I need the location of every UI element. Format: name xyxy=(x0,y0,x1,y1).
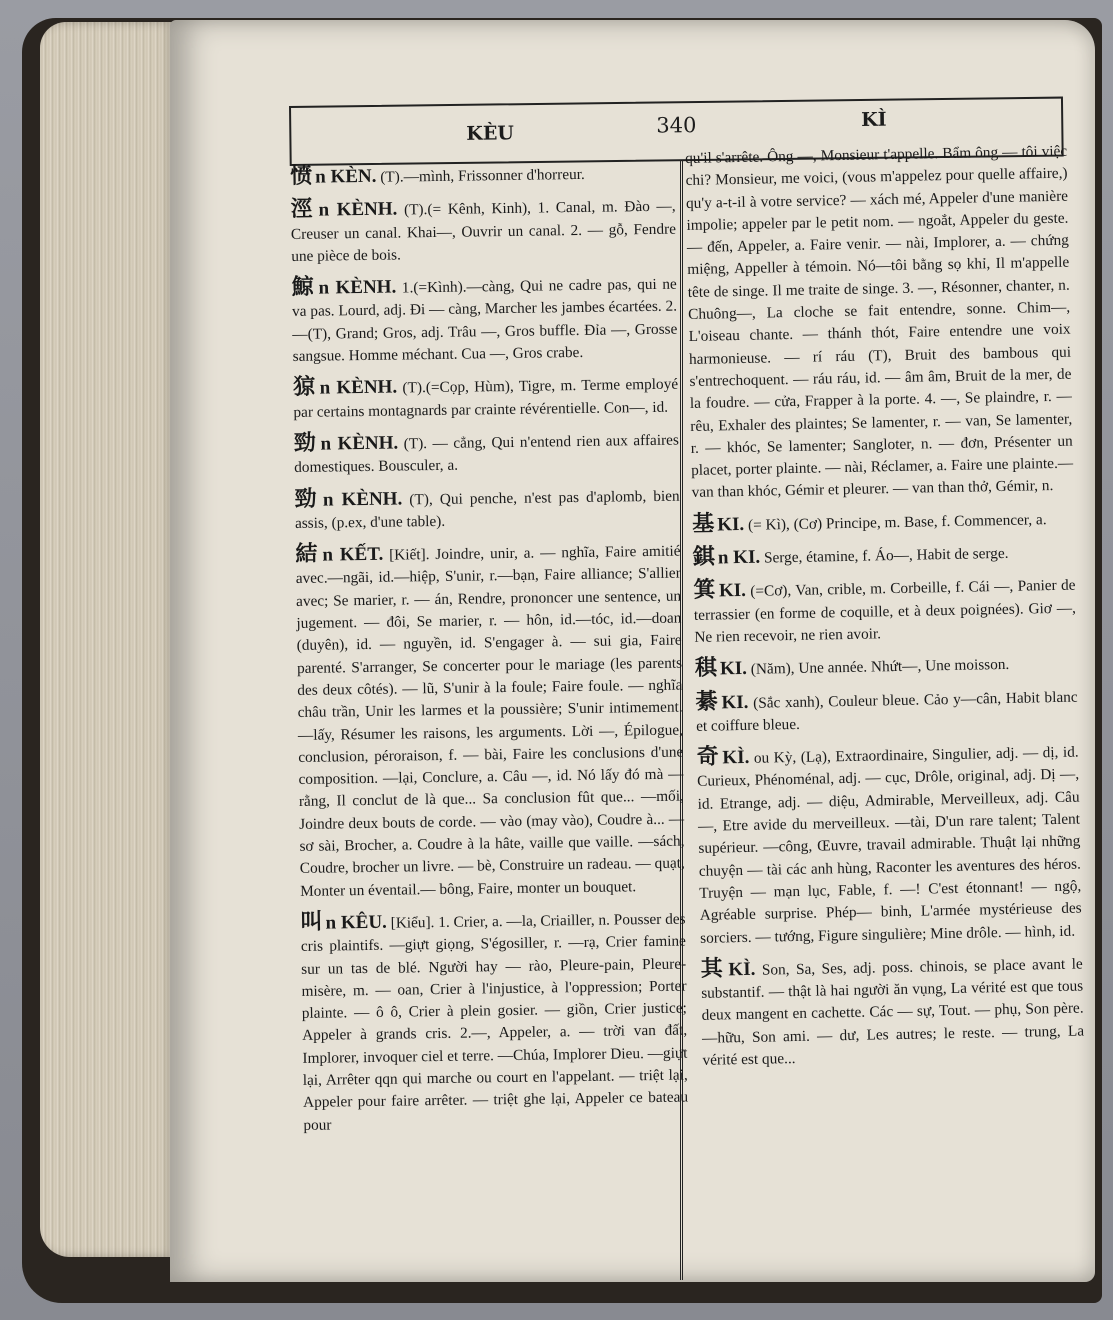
entry-char: 基 xyxy=(691,510,715,536)
entry-char: 稘 xyxy=(694,654,718,681)
entry-text: Son, Sa, Ses, adj. poss. chinois, se place avant le substantif. — thật là hai người ăn vụng, La vérité est que tous deux mangent en cachette. Các — sự, Tout. — phụ, Son père. —hữu, Son ami. — dư, Les autres; le reste. — trung, La vérité est que... xyxy=(701,955,1085,1069)
entry-kenh-4 xyxy=(294,427,680,480)
entry-text: 1.(=Kình).—càng, Qui ne cadre pas, qui ne va pas. Lourd, adj. Đi — càng, Marcher les jambes écartées. 2. —(T), Grand; Gros, adj. Trâu —, Gros buffle. Đỉa —, Grosse sangsue. Homme méchant. Cua —, Gros crabe. xyxy=(291,275,678,366)
right-column xyxy=(685,141,1085,1080)
entry-kenh-3 xyxy=(293,371,679,424)
entry-ki-2 xyxy=(693,539,1075,572)
entry-text: Serge, étamine, f. Áo—, Habit de serge. xyxy=(763,544,1009,567)
page-edges xyxy=(40,22,175,1257)
entry-ken xyxy=(290,160,675,191)
entry-char: 愤 xyxy=(289,162,313,188)
entry-headword: KÌ. xyxy=(722,747,750,769)
entry-text: (= Kì), (Cơ) Principe, m. Base, f. Commencer, a. xyxy=(747,510,1047,534)
page-number: 340 xyxy=(656,113,697,138)
entry-char: 箕 xyxy=(693,576,717,603)
header-left-word: KÈU xyxy=(466,122,515,145)
entry-text: (Năm), Une année. Nhứt—, Une moisson. xyxy=(750,656,1010,679)
entry-headword: KI. xyxy=(717,513,745,536)
entry-ki-3 xyxy=(693,572,1076,649)
entry-headword: KÌ. xyxy=(728,958,756,981)
entry-text: (=Cơ), Van, crible, m. Corbeille, f. Cái —, Panier de terrassier (en forme de coquille, et à deux poignées). Giơ —, Ne rien recevoir, ne rien avoir. xyxy=(693,576,1077,646)
entry-ki-6 xyxy=(696,739,1082,950)
entry-text: [Kiết]. Joindre, unir, a. — nghĩa, Faire amitié avec.—ngãi, id.—hiệp, S'unir, r.—bạn, Faire alliance; S'allier avec; Se marier, r. — án, Rendre, prononcer une sentence, un jugement. — đôi, Se marier, r. — hôn, id.—tóc, id.—doan (duyên), id. — nguyền, id. S'engager à. — sui gia, Faire parenté. S'arranger, Se concerter pour le mariage (les parents des deux côtés). — lũ, S'unir à la foule; Faire foule. — nghĩa châu trần, Unir les larmes et la poussière; S'unir intimement. —lấy, Résumer les raisons, les arguments. Lời —, Épilogue, conclusion, péroraison, f. — bài, Faire les conclusions d'une composition. —lại, Conclure, a. Câu —, id. Nó lấy đó mà —rằng, Il conclut de là que... Sa conclusion fût que... —mối, Joindre deux bouts de corde. — vào (may vào), Coudre à... —sơ sài, Brocher, a. Coudre à la hâte, vaille que vaille. —sách, Coudre, brocher un livre. — bè, Construire un radeau. — quạt, Monter un éventail.— bông, Faire, monter un bouquet. xyxy=(295,542,685,900)
entry-headword: KI. xyxy=(719,658,748,680)
entry-text: (T).(=Cọp, Hùm), Tigre, m. Terme employé par certains montagnards par crainte révérentielle. Con—, id. xyxy=(293,375,679,421)
entry-ki-1 xyxy=(692,505,1074,538)
entry-text: (T). — cẳng, Qui n'entend rien aux affaires domestiques. Bousculer, a. xyxy=(294,431,679,477)
entry-char: 勁 xyxy=(293,429,318,455)
entry-kenh-2 xyxy=(292,271,678,369)
entry-char: 奇 xyxy=(696,743,720,770)
entry-ki-5 xyxy=(695,683,1078,738)
entry-headword: n KÈNH. xyxy=(318,276,397,299)
entry-char: 結 xyxy=(295,540,320,567)
entry-text: ou Kỳ, (Lạ), Extraordinaire, Singulier, adj. — dị, id. Curieux, Phénoménal, adj. — cục, Drôle, original, adj. Dị —, id. Etrange, adj. — diệu, Admirable, Merveilleux, adj. Câu —, Etre avide du merveilleux. —tài, D'un rare talent; Talent supérieur. —công, Œuvre, travail admirable. Thuật lại những chuyện — tài các anh hùng, Raconter les aventures des héros. Truyện — mạn lục, Fable, f. —! C'est étonnant! — ngộ, Agréable surprise. Phép— binh, L'armée mystérieuse des sorciers. — tướng, Figure singulière; Mine drôle. — hình, id. xyxy=(697,743,1082,947)
entry-char: 涇 xyxy=(290,195,316,222)
entry-keu-continued xyxy=(685,141,1074,505)
entry-ket xyxy=(295,538,685,903)
entry-char: 叫 xyxy=(300,908,323,934)
header-right-word: KÌ xyxy=(861,108,887,132)
entry-headword: n KẾT. xyxy=(322,543,384,566)
entry-char: 綦 xyxy=(695,687,719,714)
entry-keu xyxy=(300,905,688,1136)
entry-text: (T), Qui penche, n'est pas d'aplomb, bien assis, (p.ex, d'une table). xyxy=(294,487,680,532)
entry-text: (Sắc xanh), Couleur bleue. Cảo y—cân, Habit blanc et coiffure bleue. xyxy=(695,688,1078,735)
entry-char: 錤 xyxy=(692,543,716,569)
entry-text: (T).—mình, Frissonner d'horreur. xyxy=(380,165,585,186)
entry-headword: n KÈNH. xyxy=(318,198,398,221)
entry-char: 猄 xyxy=(292,374,317,400)
entry-char: 鯨 xyxy=(291,273,316,300)
entry-text: [Kiểu]. 1. Crier, a. —la, Criailler, n. Pousser des cris plaintifs. —giựt giọng, S'égosiller, r. —rạ, Crier famine sur un tas de blé. Người hay — rào, Pleure-pain, Pleure-misère, m. — oan, Crier à l'injustice, à l'oppression; Porter plainte. — ô ô, Crier à plein gosier. — giồn, Crier justice; Appeler à grands cris. 2.—, Appeler, a. — trời van đất, Implorer, invoquer ciel et terre. —Chúa, Implorer Dieu. —giựt lại, Arrêter qqn qui marche ou court en l'appelant. — triệt lại, Appeler pour faire arrêter. — triệt ghe lại, Appeler ce bateau pour xyxy=(300,910,689,1134)
entry-headword: KI. xyxy=(718,580,747,602)
entry-headword: n KÈN. xyxy=(315,165,377,188)
entry-headword: n KI. xyxy=(717,546,761,569)
left-column xyxy=(290,160,689,1145)
entry-headword: n KÊU. xyxy=(325,911,387,934)
entry-text: (T).(= Kênh, Kinh), 1. Canal, m. Đào —, Creuser un canal. Khai—, Ouvrir un canal. 2. — gỗ, Fendre une pièce de bois. xyxy=(290,197,677,265)
entry-headword: KI. xyxy=(721,691,749,713)
entry-char: 其 xyxy=(700,955,726,981)
entry-kenh-5 xyxy=(295,482,681,535)
entry-headword: n KÈNH. xyxy=(322,488,403,511)
entry-ki-4 xyxy=(695,650,1077,683)
entry-ki-7 xyxy=(701,950,1085,1072)
entry-text: qu'il s'arrête. Ông —, Monsieur t'appelle. Bẩm ông — tôi việc chi? Monsieur, me voici, (vous m'appelez pour quelle affaire,) qu'y a-t-il à votre service? — xách mé, Appeler d'une manière impolie; appeler par le petit nom. — ngoắt, Appeler du geste. — đến, Appeler, a. Faire venir. — nài, Implorer, a. — chứng miệng, Appeller à témoin. Nó—tôi bằng sọ khỉ, Il m'appelle tête de singe. Il me traite de singe. 3. —, Résonner, chanter, n. Chuông—, La cloche se fait entendre, sonne. Chim—, L'oiseau chante. — thánh thót, Faire entendre une voix harmonieuse. — rí ráu (T), Bruit des bambous qui s'entrechoquent. — ráu ráu, id. — âm âm, Bruit de la mer, de la foudre. — cửa, Frapper à la porte. 4. —, Se plaindre, r. — rêu, Exhaler des plaintes; Se lamenter, r. — van, Se lamenter, r. — khóc, Se lamenter; Sangloter, n. — đơn, Présenter un placet, porter plainte. — nài, Réclamer, a. Faire une plainte.— van than khóc, Gémir et pleurer. — van than thở, Gémir, n. xyxy=(685,142,1074,502)
entry-kenh-1 xyxy=(290,193,676,268)
entry-headword: n KÈNH. xyxy=(320,432,399,455)
entry-headword: n KÈNH. xyxy=(319,376,398,399)
entry-char: 勁 xyxy=(294,485,321,511)
